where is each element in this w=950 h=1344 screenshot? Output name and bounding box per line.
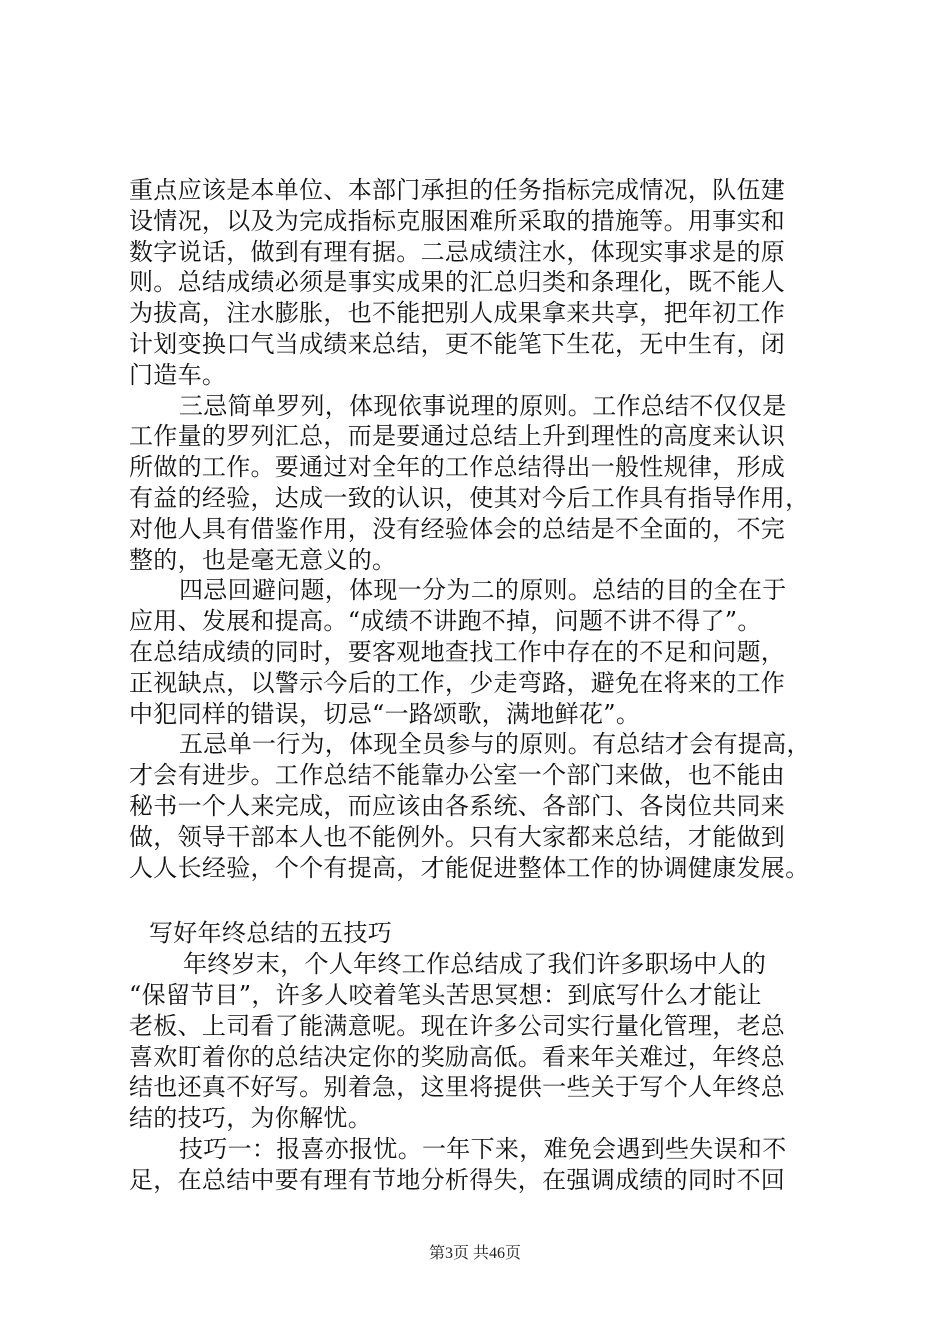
text-line: 老板、上司看了能满意呢。现在许多公司实行量化管理，老总 xyxy=(129,1011,786,1040)
text-line: 秘书一个人来完成，而应该由各系统、各部门、各岗位共同来 xyxy=(129,791,786,820)
text-line: 结也还真不好写。别着急，这里将提供一些关于写个人年终总 xyxy=(129,1073,786,1102)
text-line: 做，领导干部本人也不能例外。只有大家都来总结，才能做到 xyxy=(129,822,786,851)
paragraph-start-line: 四忌回避问题，体现一分为二的原则。总结的目的全在于 xyxy=(179,576,787,605)
text-line: 在总结成绩的同时，要客观地查找工作中存在的不足和问题， xyxy=(129,637,786,666)
text-line: 喜欢盯着你的总结决定你的奖励高低。看来年关难过，年终总 xyxy=(129,1042,786,1071)
text-line: 正视缺点，以警示今后的工作，少走弯路，避免在将来的工作 xyxy=(129,668,786,697)
text-line: 设情况，以及为完成指标克服困难所采取的措施等。用事实和 xyxy=(129,206,786,235)
document-body xyxy=(129,175,829,1196)
text-line: 数字说话，做到有理有据。二忌成绩注水，体现实事求是的原 xyxy=(129,237,786,266)
text-line: 为拔高，注水膨胀，也不能把别人成果拿来共享，把年初工作 xyxy=(129,299,786,328)
text-line: 足，在总结中要有理有节地分析得失，在强调成绩的同时不回 xyxy=(129,1165,786,1194)
text-line: 结的技巧，为你解忧。 xyxy=(129,1104,372,1133)
text-line: 有益的经验，达成一致的认识，使其对今后工作具有指导作用， xyxy=(129,483,810,512)
text-line: 门造车。 xyxy=(129,360,227,389)
text-line: 重点应该是本单位、本部门承担的任务指标完成情况，队伍建 xyxy=(129,176,786,204)
text-line: 人人长经验，个个有提高，才能促进整体工作的协调健康发展。 xyxy=(129,853,810,882)
paragraph-gap xyxy=(129,883,829,918)
paragraph-start-line: 技巧一：报喜亦报忧。一年下来，难免会遇到些失误和不 xyxy=(179,1134,787,1163)
paragraph-start-line: 三忌简单罗列，体现依事说理的原则。工作总结不仅仅是 xyxy=(179,391,787,420)
section-heading: 写好年终总结的五技巧 xyxy=(149,919,392,948)
text-line: 所做的工作。要通过对全年的工作总结得出一般性规律，形成 xyxy=(129,453,786,482)
text-line: 工作量的罗列汇总，而是要通过总结上升到理性的高度来认识 xyxy=(129,422,786,451)
text-line: 应用、发展和提高。“成绩不讲跑不掉，问题不讲不得了”。 xyxy=(129,607,762,636)
text-line: 计划变换口气当成绩来总结，更不能笔下生花，无中生有，闭 xyxy=(129,329,786,358)
text-line: 才会有进步。工作总结不能靠办公室一个部门来做，也不能由 xyxy=(129,761,786,790)
text-line: 则。总结成绩必须是事实成果的汇总归类和条理化，既不能人 xyxy=(129,268,786,297)
paragraph-start-line: 五忌单一行为，体现全员参与的原则。有总结才会有提高， xyxy=(179,730,811,759)
text-line: 对他人具有借鉴作用，没有经验体会的总结是不全面的，不完 xyxy=(129,514,786,543)
text-line: “保留节目”，许多人咬着笔头苦思冥想：到底写什么才能让 xyxy=(129,980,762,1009)
text-line: 中犯同样的错误，切忌“一路颂歌，满地鲜花”。 xyxy=(129,699,641,728)
paragraph-start-line: 年终岁末，个人年终工作总结成了我们许多职场中人的 xyxy=(183,950,767,979)
page-number-footer: 第3页 共46页 xyxy=(428,1245,521,1262)
text-line: 整的，也是毫无意义的。 xyxy=(129,545,397,574)
